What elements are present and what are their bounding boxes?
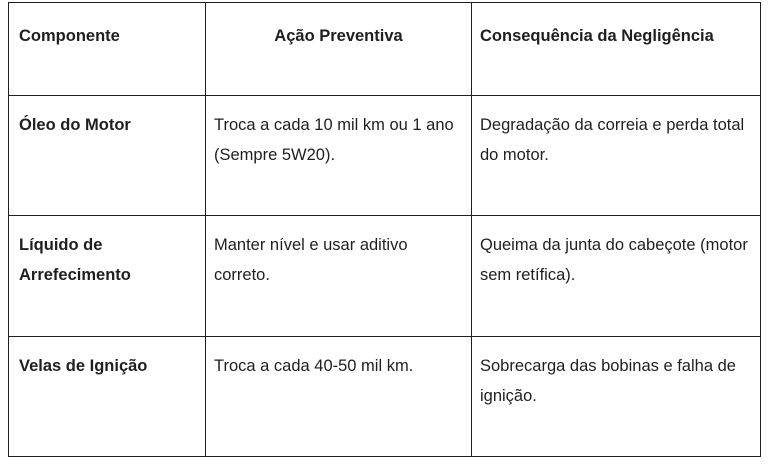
cell-action: Troca a cada 10 mil km ou 1 ano (Sempre 5W20). — [206, 96, 472, 216]
header-consequencia: Consequência da Negligência — [472, 3, 761, 96]
cell-consequence: Queima da junta do cabeçote (motor sem retífica). — [472, 216, 761, 336]
cell-consequence: Sobrecarga das bobinas e falha de ignição. — [472, 336, 761, 456]
table-header-row — [9, 3, 761, 96]
header-acao-preventiva: Ação Preventiva — [206, 3, 472, 96]
maintenance-table — [8, 2, 761, 457]
table-row — [9, 96, 761, 216]
table-row — [9, 336, 761, 456]
cell-action: Troca a cada 40-50 mil km. — [206, 336, 472, 456]
cell-component: Velas de Ignição — [9, 336, 206, 456]
cell-component: Óleo do Motor — [9, 96, 206, 216]
cell-action: Manter nível e usar aditivo correto. — [206, 216, 472, 336]
table-row — [9, 216, 761, 336]
cell-component: Líquido de Arrefecimento — [9, 216, 206, 336]
cell-consequence: Degradação da correia e perda total do motor. — [472, 96, 761, 216]
header-componente: Componente — [9, 3, 206, 96]
